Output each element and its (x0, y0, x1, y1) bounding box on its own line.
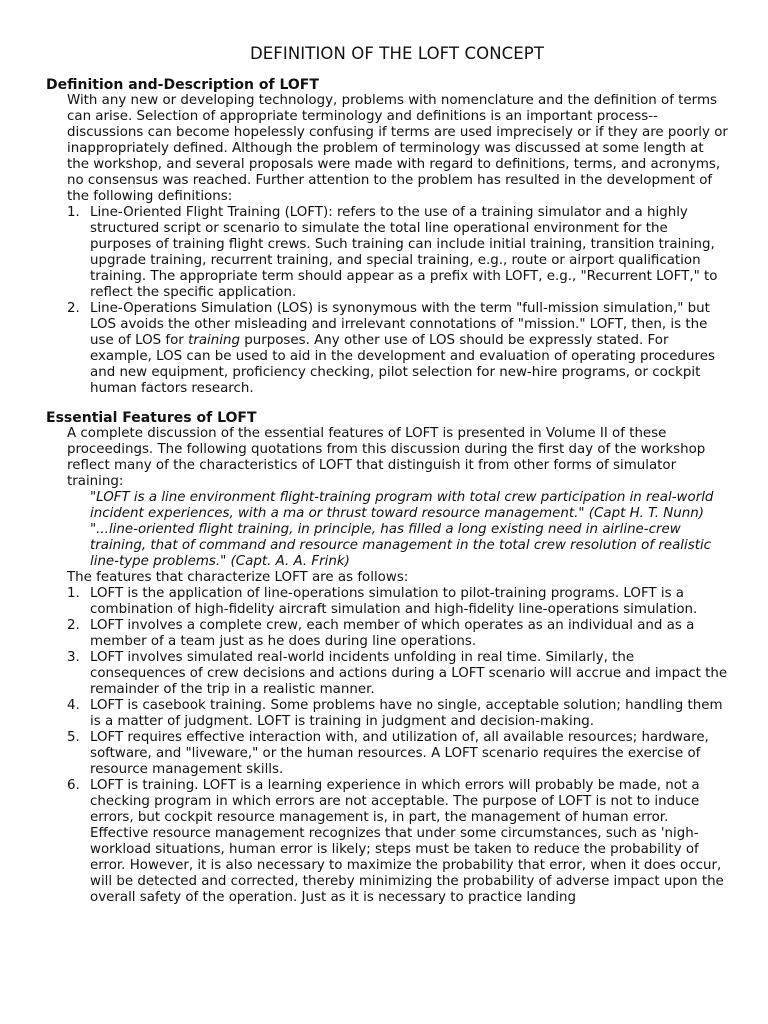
block-quote (90, 490, 728, 522)
text-segment: Line-Operations Simulation (LOS) is synonymous with the term "full-mission simulation," but LOS avoids the other misleading and irrelevant connotations of "mission." LOFT, then, is the use of LOS for (90, 301, 710, 348)
list-item (67, 698, 728, 730)
list-item-text: LOFT involves simulated real-world incidents unfolding in real time. Similarly, the consequences of crew decisions and actions during a LOFT scenario will accrue and impact the remainder of the trip in a realistic manner. (90, 650, 728, 697)
text-segment: purposes. Any other use of LOS should be expressly stated. For example, LOS can be used to aid in the development and evaluation of operating procedures and new equipment, proficiency checking, pilot selection for new-hire programs, or cockpit human factors research. (90, 333, 715, 396)
section-intro: A complete discussion of the essential features of LOFT is presented in Volume II of these proceedings. The following quotations from this discussion during the first day of the workshop reflect many of the characteristics of LOFT that distinguish it from other forms of simulator training: (67, 426, 706, 489)
list-item-text: LOFT involves a complete crew, each member of which operates as an individual and as a member of a team just as he does during line operations. (90, 618, 695, 649)
features-list (46, 586, 728, 906)
list-item (67, 205, 728, 301)
block-quote (90, 522, 728, 570)
quote-mark: " (220, 554, 227, 569)
list-item-text: LOFT is casebook training. Some problems have no single, acceptable solution; handling them is a matter of judgment. LOFT is training in judgment and decision-making. (90, 698, 723, 729)
emphasis-text: training (188, 333, 240, 348)
list-item (67, 650, 728, 698)
list-lead-in: The features that characterize LOFT are as follows: (67, 570, 409, 585)
section-heading: Essential Features of LOFT (46, 410, 257, 426)
section-heading: Definition and-Description of LOFT (46, 77, 319, 93)
quote-attribution: (Capt. A. A. Frink) (226, 554, 350, 569)
list-number: 4. (67, 698, 80, 713)
list-number: 1. (67, 205, 80, 220)
list-item-text: LOFT is the application of line-operations simulation to pilot-training programs. LOFT is a combination of high-fidelity aircraft simulation and high-fidelity line-operations simulation. (90, 586, 698, 617)
quote-attribution: (Capt H. T. Nunn) (584, 506, 704, 521)
quote-mark: " (90, 522, 97, 537)
list-item-text: LOFT requires effective interaction with, and utilization of, all available resources; hardware, software, and "liveware," or the human resources. A LOFT scenario requires the exercise of resource management skills. (90, 730, 709, 777)
list-number: 6. (67, 778, 80, 793)
page-title: DEFINITION OF THE LOFT CONCEPT (249, 44, 545, 63)
list-item (67, 778, 728, 906)
list-number: 5. (67, 730, 80, 745)
list-number: 2. (67, 301, 80, 316)
list-item (67, 730, 728, 778)
definition-list (46, 205, 728, 397)
list-item (67, 301, 728, 397)
list-number: 3. (67, 650, 80, 665)
list-number: 1. (67, 586, 80, 601)
quote-mark: " (578, 506, 585, 521)
list-item (67, 586, 728, 618)
section-definition (46, 77, 728, 397)
list-number: 2. (67, 618, 80, 633)
section-essential-features (46, 410, 728, 906)
list-item (67, 618, 728, 650)
quote-text: LOFT is a line environment flight-training program with total crew participation in real-world incident experiences, with a ma or thrust toward resource management. (90, 490, 714, 521)
quote-text: ...line-oriented flight training, in principle, has filled a long existing need in airline-crew training, that of command and resource management in the total crew resolution of realistic line-type problems. (90, 522, 712, 569)
list-item-text (90, 301, 715, 396)
section-intro: With any new or developing technology, problems with nomenclature and the definition of terms can arise. Selection of appropriate terminology and definitions is an important process--discussions can become hopelessly confusing if terms are used imprecisely or if they are poorly or inappropriately defined. Although the problem of terminology was discussed at some length at the workshop, and several proposals were made with regard to definitions, terms, and acronyms, no consensus was reached. Further attention to the problem has resulted in the development of the following definitions: (67, 93, 728, 204)
list-item-text: LOFT is training. LOFT is a learning experience in which errors will probably be made, not a checking program in which errors are not acceptable. The purpose of LOFT is not to induce errors, but cockpit resource management is, in part, the management of human error. Effective resource management recognizes that under some circumstances, such as 'nigh-workload situations, human error is likely; steps must be taken to reduce the probability of error. However, it is also necessary to maximize the probability that error, when it does occur, will be detected and corrected, thereby minimizing the probability of adverse impact upon the overall safety of the operation. Just as it is necessary to practice landing (90, 778, 724, 905)
quote-mark: " (90, 490, 97, 505)
list-item-text: Line-Oriented Flight Training (LOFT): refers to the use of a training simulator and a highly structured script or scenario to simulate the total line operational environment for the purposes of training flight crews. Such training can include initial training, transition training, upgrade training, recurrent training, and special training, e.g., route or airport qualification training. The appropriate term should appear as a prefix with LOFT, e.g., "Recurrent LOFT," to reflect the specific application. (90, 205, 718, 300)
